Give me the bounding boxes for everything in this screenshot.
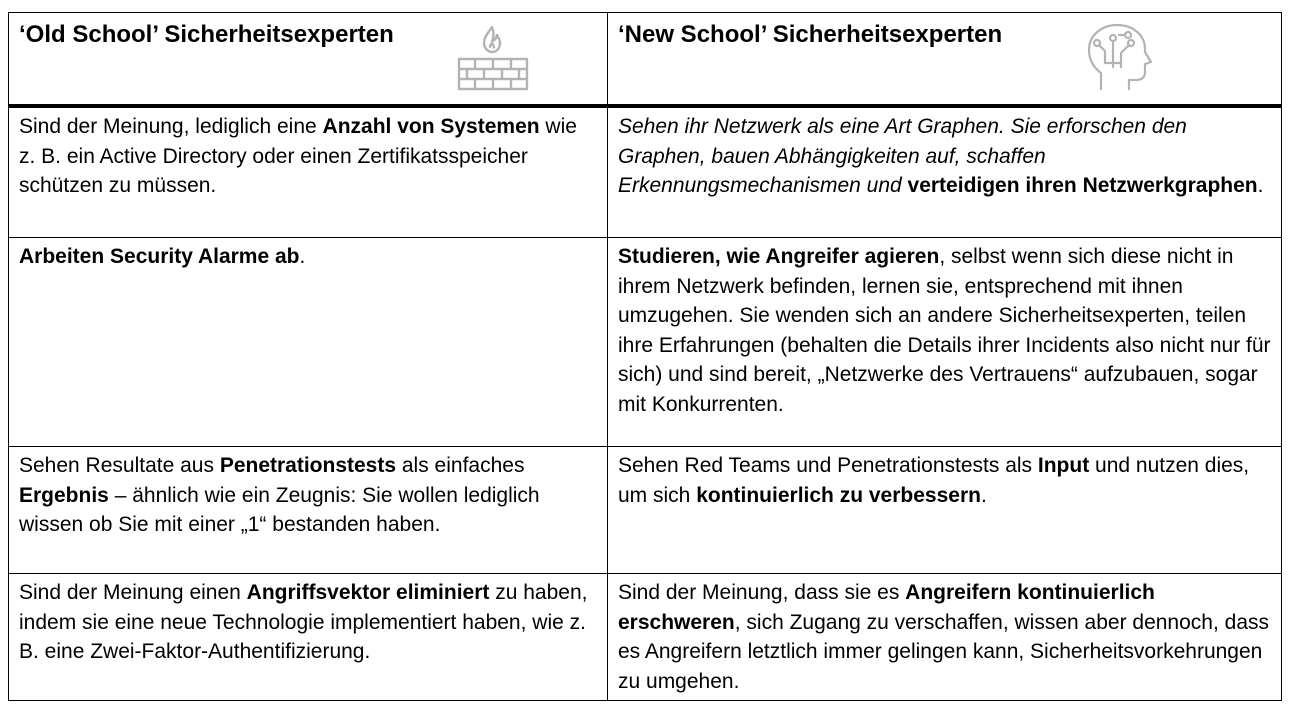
comparison-table (8, 12, 1282, 701)
cell-old-school (9, 106, 608, 238)
cell-text: Sehen Red Teams und Penetrationstests als (618, 454, 1038, 477)
cell-emphasis: Arbeiten Security Alarme ab (19, 245, 300, 268)
header-old-school-title: ‘Old School’ Sicherheitsexperten (19, 21, 394, 48)
cell-text: Sind der Meinung, lediglich eine (19, 115, 323, 138)
cell-text: . (980, 483, 987, 507)
cell-text: , selbst wenn sich diese nicht in ihrem Netzwerk befinden, lernen sie, entsprechend mit ihnen umzugehen. Sie wenden sich an andere Sicherheitsexperten, teilen ihre Erfahrungen (behalten die Details ihrer Incidents also nicht nur für sich) und sind bereit, „Netzwerke des Vertrauens“ aufzubauen, sogar mit Konkurrenten. (618, 245, 1271, 416)
cell-emphasis: Angriffsvektor eliminiert (246, 581, 490, 604)
cell-new-school (608, 106, 1282, 238)
header-old-school (9, 13, 608, 107)
cell-italic-text: Sehen ihr Netzwerk als eine Art Graphen. Sie erforschen den Graphen, bauen Abhängigkeiten auf, schaffen Erkennungsmechanismen und (618, 115, 1187, 197)
cell-new-school (608, 447, 1282, 574)
cell-text: , sich Zugang zu verschaffen, wissen aber dennoch, dass es Angreifern letztlich immer gelingen kann, Sicherheitsvorkehrungen zu umgehen. (618, 610, 1269, 693)
header-new-school-title: ‘New School’ Sicherheitsexperten (618, 21, 1003, 48)
cell-text: zu haben, indem sie eine neue Technologie implementiert haben, wie z. B. eine Zwei-Faktor-Authentifizierung. (19, 581, 588, 663)
table-row (9, 106, 1282, 238)
cell-new-school (608, 574, 1282, 701)
table-header-row (9, 13, 1282, 107)
table-row (9, 574, 1282, 701)
cell-text: . (1257, 174, 1264, 197)
cell-emphasis: Input (1037, 454, 1090, 477)
cell-old-school (9, 574, 608, 701)
cell-emphasis: Studieren, wie Angreifer agieren (618, 245, 940, 268)
comparison-table-container (8, 12, 1281, 701)
cell-old-school (9, 447, 608, 574)
cell-text: und nutzen dies, um sich (618, 454, 1250, 507)
cell-text: Sehen Resultate aus (19, 454, 220, 477)
cell-new-school (608, 238, 1282, 447)
table-row (9, 447, 1282, 574)
cell-text: wie z. B. ein Active Directory oder einen Zertifikatsspeicher schützen zu müssen. (19, 115, 577, 197)
cell-emphasis: Anzahl von Systemen (322, 115, 540, 138)
cell-text: als einfaches (396, 454, 525, 477)
firewall-icon (455, 21, 531, 93)
cell-text: – ähnlich wie ein Zeugnis: Sie wollen lediglich wissen ob Sie mit einer „1“ bestanden haben. (19, 483, 540, 536)
header-new-school (608, 13, 1282, 107)
cell-emphasis: verteidigen ihren Netzwerkgraphen (907, 174, 1258, 197)
cell-text: Sind der Meinung, dass sie es (618, 581, 906, 604)
cell-emphasis: Penetrationstests (219, 454, 397, 477)
cell-emphasis: kontinuierlich zu verbessern (696, 483, 981, 507)
table-row (9, 238, 1282, 447)
cell-text: Sind der Meinung einen (19, 581, 247, 604)
ai-head-icon (1083, 21, 1155, 93)
cell-old-school (9, 238, 608, 447)
cell-emphasis: Angreifern kontinuierlich erschweren (618, 581, 1155, 634)
cell-emphasis: Ergebnis (19, 483, 109, 507)
cell-text: . (299, 245, 306, 268)
